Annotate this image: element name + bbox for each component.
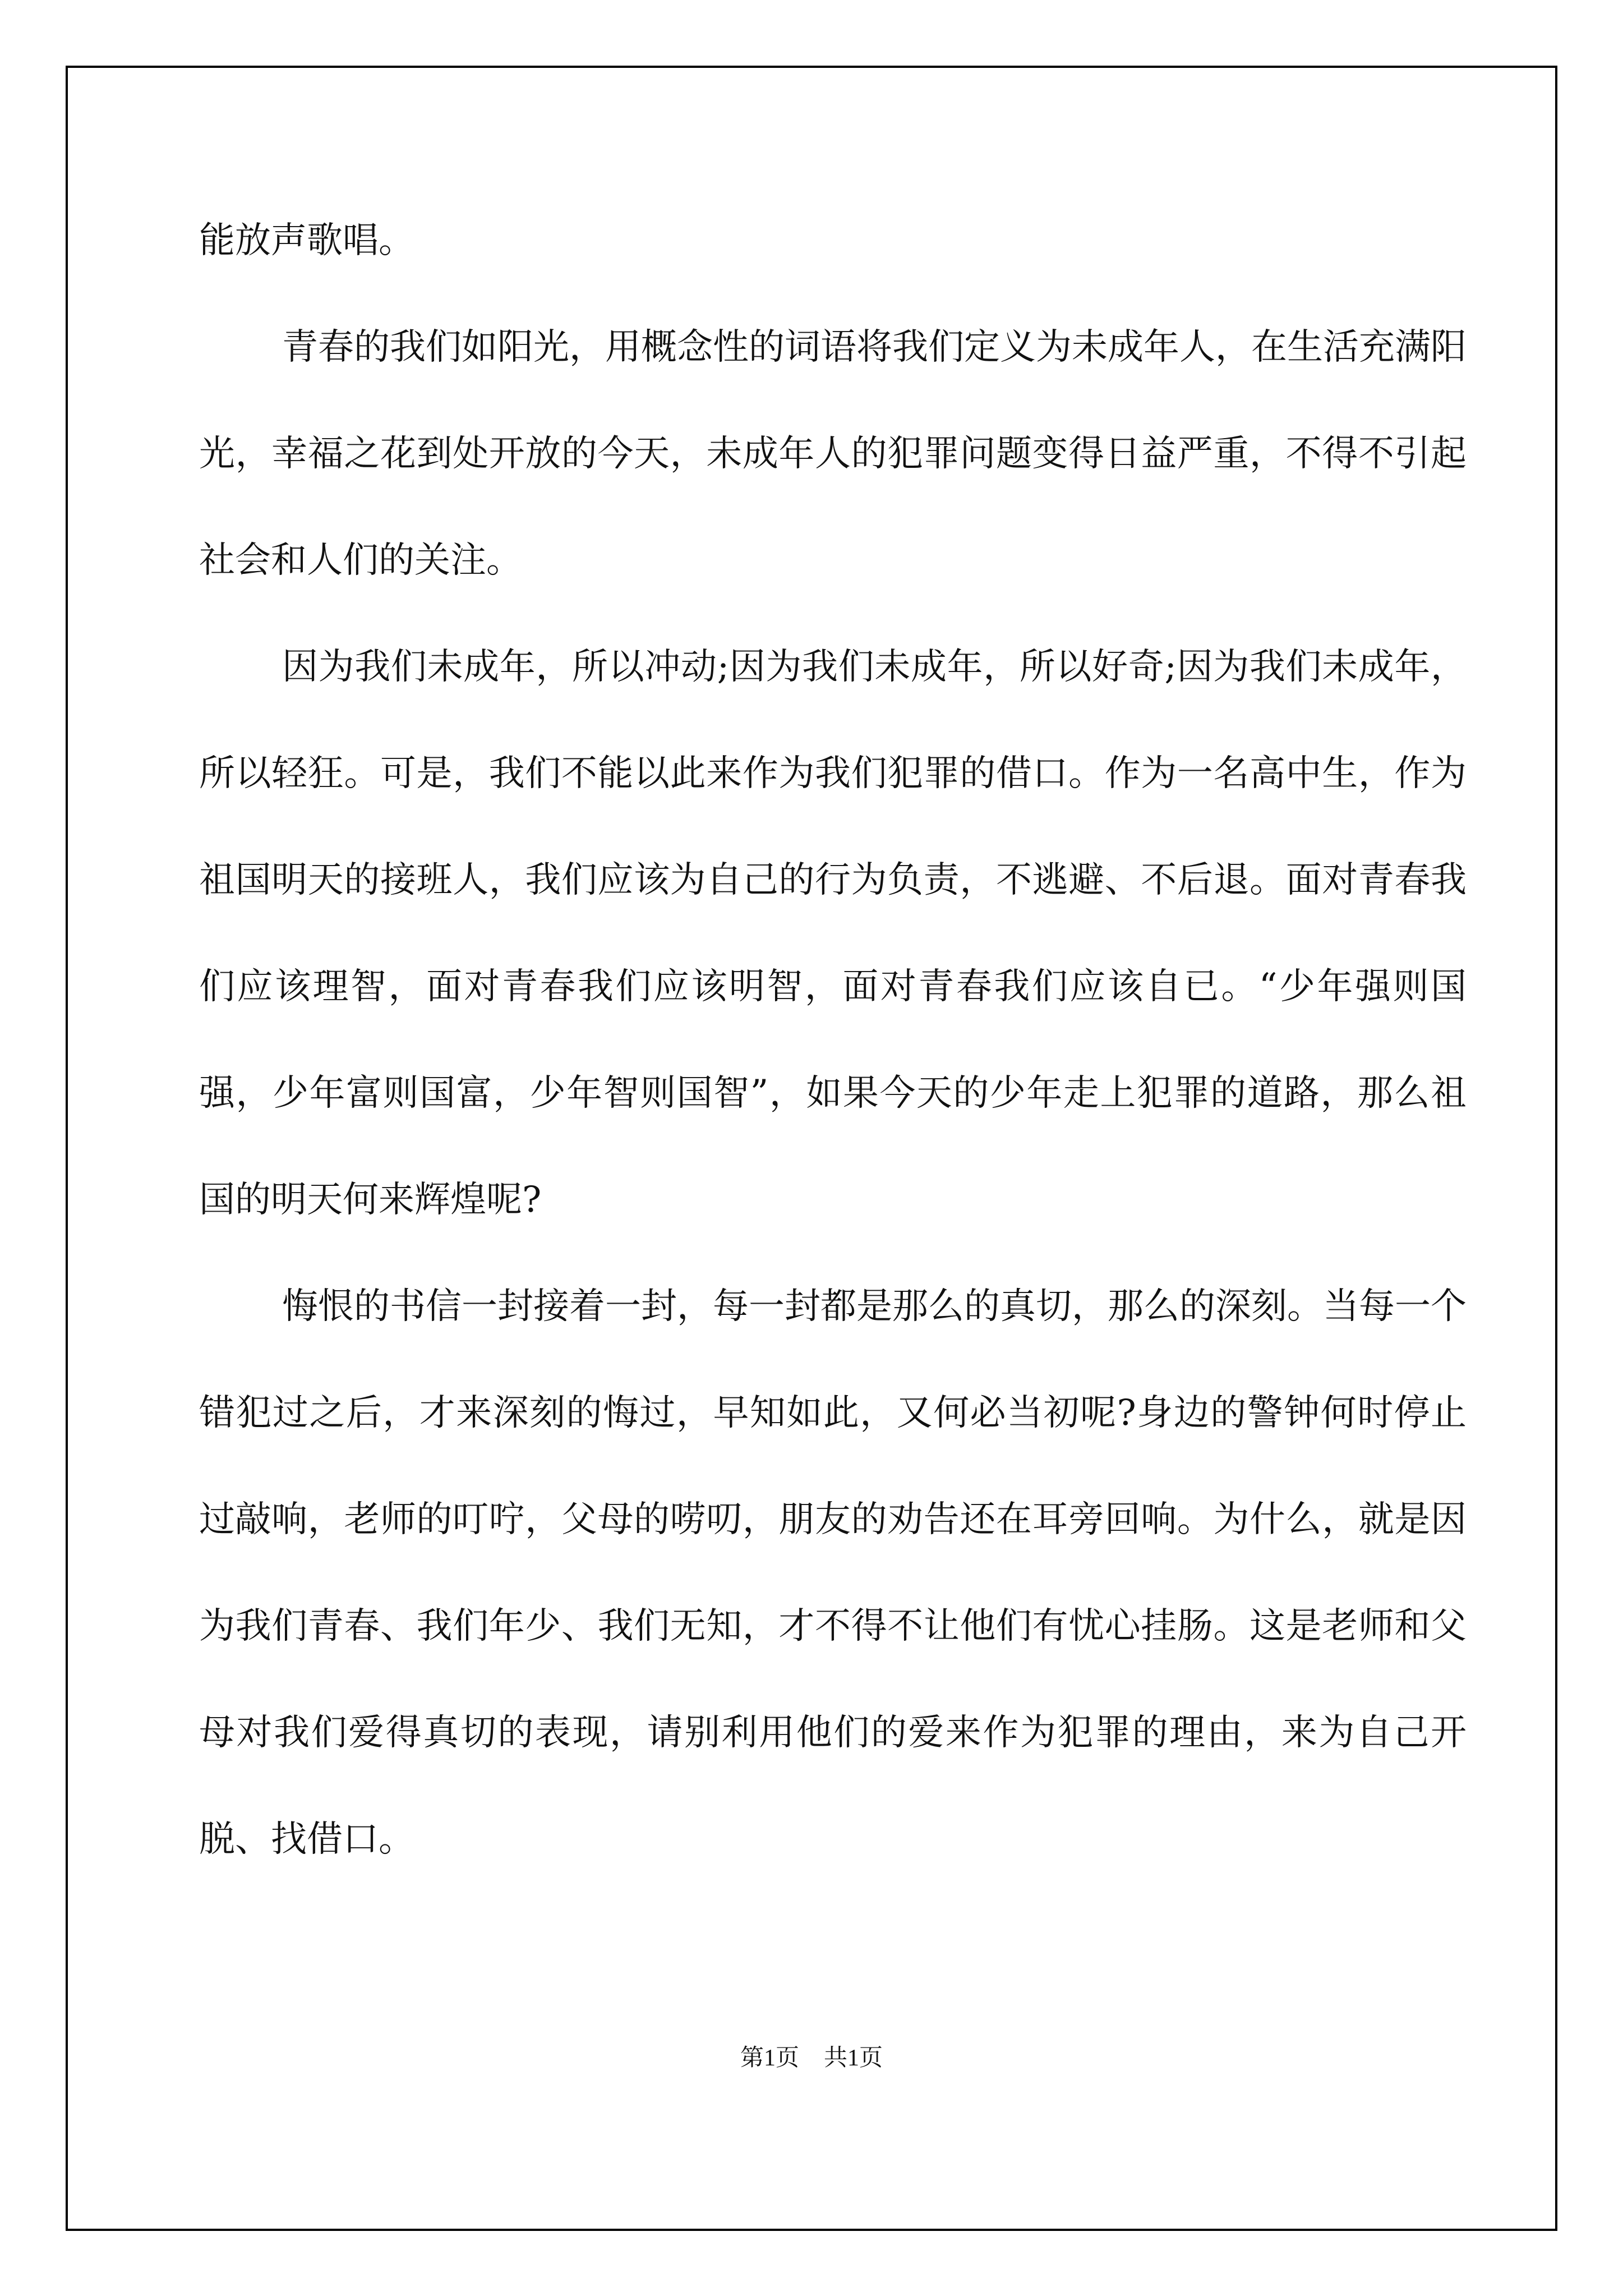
- page-footer: [0, 2039, 1623, 2073]
- document-body: [199, 187, 1467, 1893]
- paragraph-3: 因为我们未成年，所以冲动;因为我们未成年，所以好奇;因为我们未成年，所以轻狂。可是，我们不能以此来作为我们犯罪的借口。作为一名高中生，作为祖国明天的接班人，我们应该为自己的行为负责，不逃避、不后退。面对青春我们应该理智，面对青春我们应该明智，面对青春我们应该自已。“少年强则国强，少年富则国富，少年智则国智”，如果今天的少年走上犯罪的道路，那么祖国的明天何来辉煌呢?: [199, 646, 1467, 1221]
- page-total: 共1页: [824, 2045, 883, 2071]
- paragraph-4: 悔恨的书信一封接着一封，每一封都是那么的真切，那么的深刻。当每一个错犯过之后，才来深刻的悔过，早知如此，又何必当初呢?身边的警钟何时停止过敲响，老师的叮咛，父母的唠叨，朋友的劝告还在耳旁回响。为什么，就是因为我们青春、我们年少、我们无知，才不得不让他们有忧心挂肠。这是老师和父母对我们爱得真切的表现，请别利用他们的爱来作为犯罪的理由，来为自己开脱、找借口。: [199, 1286, 1467, 1860]
- paragraph-2: 青春的我们如阳光，用概念性的词语将我们定义为未成年人，在生活充满阳光，幸福之花到处开放的今天，未成年人的犯罪问题变得日益严重，不得不引起社会和人们的关注。: [199, 326, 1467, 581]
- paragraph-1: 能放声歌唱。: [199, 220, 414, 261]
- page-number: 第1页: [740, 2045, 799, 2071]
